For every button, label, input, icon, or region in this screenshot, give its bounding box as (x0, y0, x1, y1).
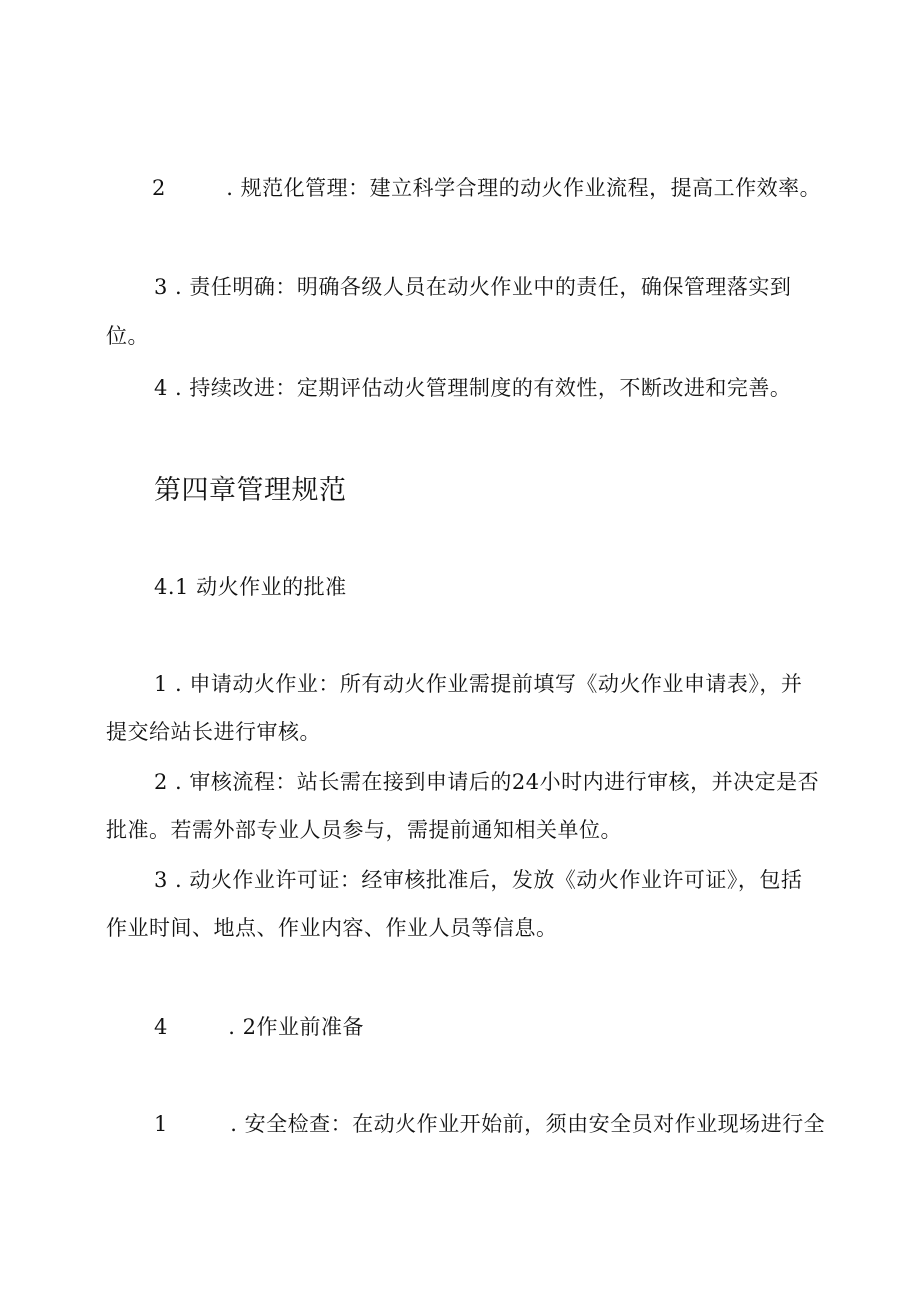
paragraph-item-2 (152, 174, 821, 202)
section-4-1-item-3-line1: 3 . 动火作业许可证：经审核批准后，发放《动火作业许可证》，包括 (154, 868, 803, 892)
section-4-1-item-1-line1: 1 . 申请动火作业：所有动火作业需提前填写《动火作业申请表》，并 (154, 672, 803, 696)
item-number: 1 (154, 1112, 168, 1136)
paragraph-item-4: 4 . 持续改进：定期评估动火管理制度的有效性，不断改进和完善。 (154, 376, 792, 400)
section-4-1-title: 4.1 动火作业的批准 (154, 575, 347, 599)
section-4-1-item-1-line2: 提交给站长进行审核。 (106, 720, 321, 744)
section-4-2-title (154, 1013, 364, 1041)
section-number: 4 (154, 1015, 168, 1039)
section-4-2-item-1 (154, 1110, 825, 1138)
section-4-1-item-2-line1: 2 . 审核流程：站长需在接到申请后的24小时内进行审核，并决定是否 (154, 770, 820, 794)
section-title-text: . 2作业前准备 (228, 1015, 364, 1039)
section-4-1-item-3-line2: 作业时间、地点、作业内容、作业人员等信息。 (106, 916, 558, 940)
paragraph-item-3-line1: 3 . 责任明确：明确各级人员在动火作业中的责任，确保管理落实到 (154, 275, 792, 299)
item-number: 2 (152, 176, 166, 200)
paragraph-item-3-line2: 位。 (106, 324, 149, 348)
section-4-1-item-2-line2: 批准。若需外部专业人员参与，需提前通知相关单位。 (106, 818, 622, 842)
item-text: . 规范化管理：建立科学合理的动火作业流程，提高工作效率。 (226, 176, 822, 200)
chapter-title: 第四章管理规范 (154, 475, 347, 506)
item-text: . 安全检查：在动火作业开始前，须由安全员对作业现场进行全 (230, 1112, 826, 1136)
